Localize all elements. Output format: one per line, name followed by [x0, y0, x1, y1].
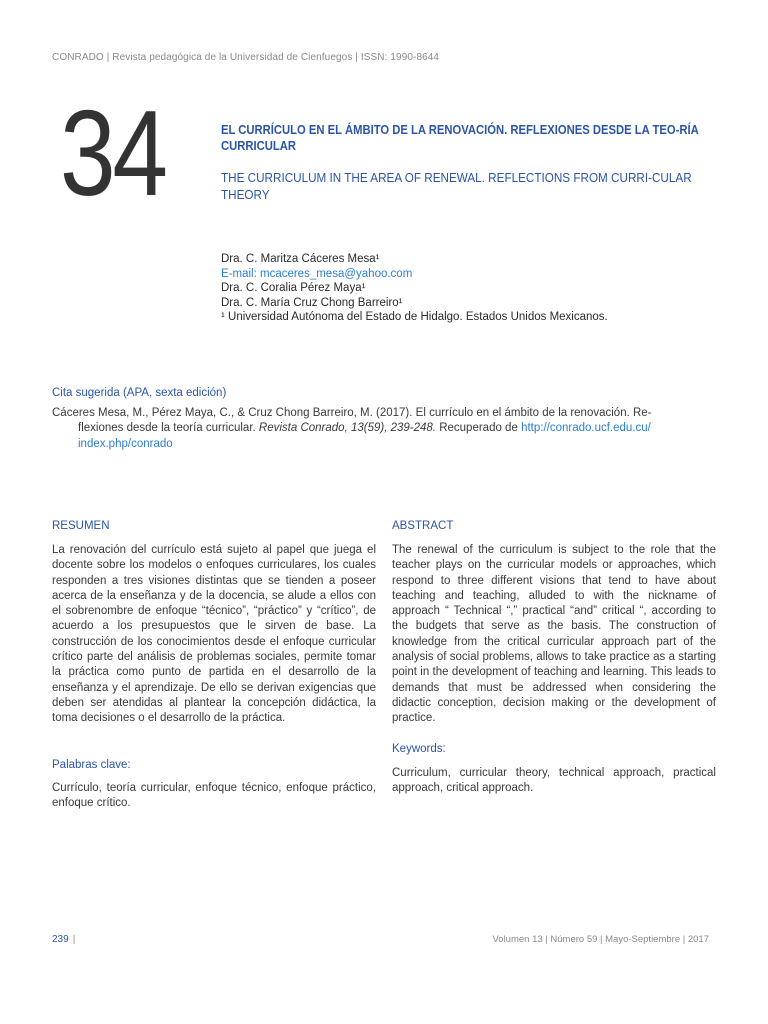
article-title-es: EL CURRÍCULO EN EL ÁMBITO DE LA RENOVACIÓN. REFLEXIONES DESDE LA TEO-RÍA CURRICULAR [221, 123, 699, 153]
issue-info: Volumen 13 | Número 59 | Mayo-Septiembre | 2017 [492, 934, 709, 945]
citation-journal: Revista Conrado, 13(59), 239-248. [258, 422, 436, 435]
author-1: Dra. C. Maritza Cáceres Mesa¹ [221, 253, 380, 265]
resumen-body: La renovación del currículo está sujeto al papel que juega el docente sobre los modelos o enfoques curriculares, los cuales responden a tres visiones distintas que se tienden a poseer acerca de la enseñanza y de la docencia, se alude a ellos con el sobrenombre de enfoque “técnico”, “práctico” y “crítico”, de acuerdo a los presupuestos que le sirven de base. La construcción de los conocimientos desde el enfoque curricular crítico parte del análisis de problemas sociales, permite tomar la práctica como punto de partida en el desarrollo de la enseñanza y el aprendizaje. De ello se derivan exigencias que deben ser atendidas al plantear la concepción didáctica, la toma decisiones o el desarrollo de la práctica. [52, 544, 376, 725]
resumen-heading: RESUMEN [52, 520, 110, 532]
email-label: E-mail: [221, 267, 257, 280]
author-email-link[interactable]: mcaceres_mesa@yahoo.com [259, 267, 413, 280]
citation-url-link[interactable]: http://conrado.ucf.edu.cu/ [521, 422, 651, 435]
citation-text [52, 406, 716, 452]
affiliation: ¹ Universidad Autónoma del Estado de Hidalgo. Estados Unidos Mexicanos. [221, 311, 608, 324]
author-3: Dra. C. María Cruz Chong Barreiro¹ [221, 296, 403, 309]
palabras-clave-text: Currículo, teoría curricular, enfoque técnico, enfoque práctico, enfoque crítico. [52, 782, 376, 810]
keywords-text: Curriculum, curricular theory, technical approach, practical approach, critical approach. [392, 767, 716, 795]
citation-continuation: flexiones desde la teoría curricular. Revista Conrado, 13(59), 239-248. Recuperado de http://conrado.ucf.edu.cu/ index.php/conrado [78, 422, 651, 450]
abstract-body: The renewal of the curriculum is subject to the role that the teacher plays on the curricular models or approaches, which respond to three different visions that tend to have about teaching and teaching, alluded to with the nickname of approach “ Technical “,” practical “and” critical “, according to the budgets that serve as the basis. The construction of knowledge from the critical curricular approach part of the analysis of social problems, allows to take practice as a starting point in the development of teaching and learning. This leads to demands that must be addressed when considering the didactic conception, decision making or the development of practice. [392, 544, 716, 725]
page-number [52, 934, 75, 945]
palabras-clave-heading: Palabras clave: [52, 759, 131, 771]
citation-heading: Cita sugerida (APA, sexta edición) [52, 387, 227, 399]
author-block [221, 252, 608, 325]
running-head: CONRADO | Revista pedagógica de la Universidad de Cienfuegos | ISSN: 1990-8644 [52, 52, 440, 63]
article-number: 34 [60, 85, 165, 221]
author-email-line [221, 267, 608, 282]
citation-url-link-cont[interactable]: index.php/conrado [78, 437, 173, 450]
author-2: Dra. C. Coralia Pérez Maya¹ [221, 282, 366, 295]
citation-main: Cáceres Mesa, M., Pérez Maya, C., & Cruz Chong Barreiro, M. (2017). El currículo en el ámbito de la renovación. Re- [52, 407, 652, 419]
footer-separator: | [72, 934, 76, 945]
page-number-value: 239 [52, 934, 69, 945]
article-title-en: THE CURRICULUM IN THE AREA OF RENEWAL. REFLECTIONS FROM CURRI-CULAR THEORY [221, 170, 692, 202]
keywords-heading: Keywords: [392, 743, 446, 755]
abstract-heading: ABSTRACT [392, 520, 454, 532]
